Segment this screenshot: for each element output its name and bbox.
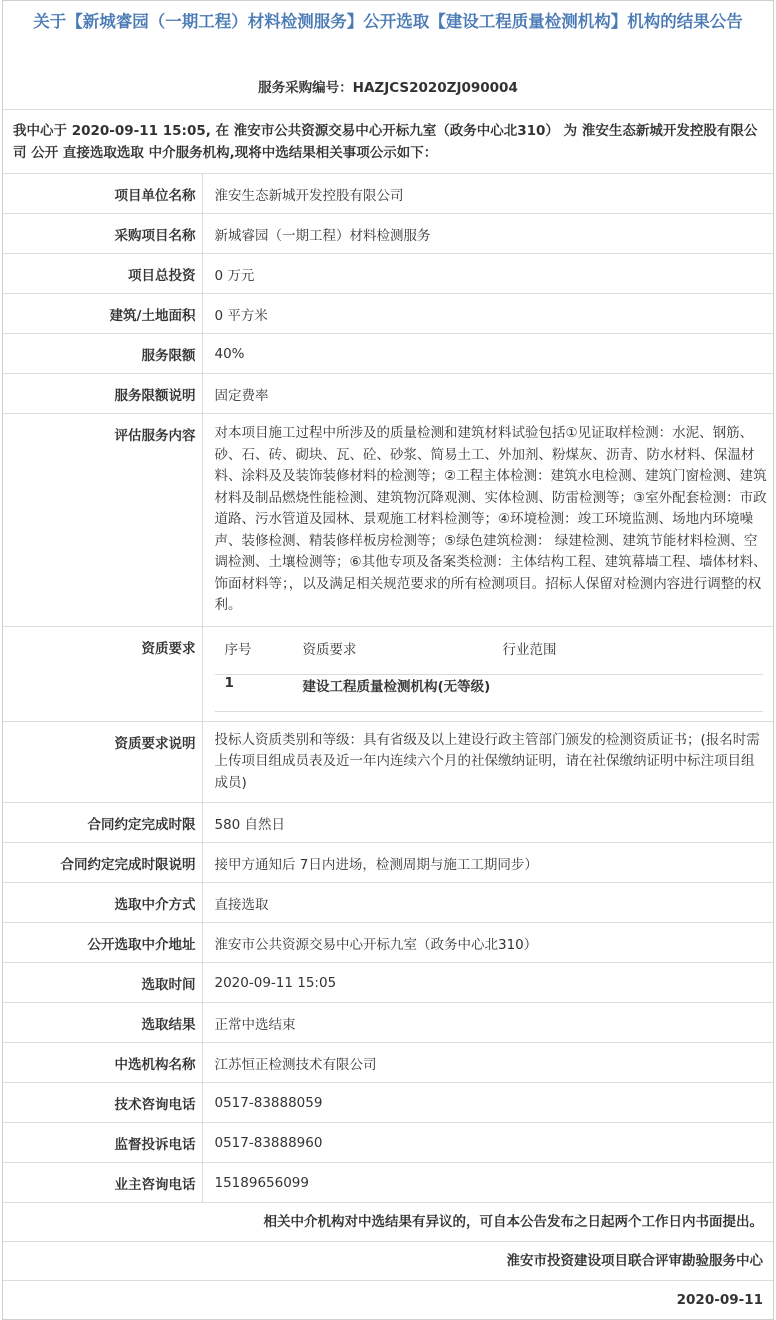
row-value: 40% [202,334,773,374]
table-row [3,883,773,923]
row-value: 江苏恒正检测技术有限公司 [202,1043,773,1083]
row-label: 选取中介方式 [3,883,202,923]
procurement-code-value: HAZJCS2020ZJ090004 [352,80,518,96]
row-value: 0517-83888960 [202,1123,773,1163]
table-row [3,374,773,414]
row-value: 0517-83888059 [202,1083,773,1123]
row-label: 评估服务内容 [3,414,202,627]
row-label: 采购项目名称 [3,214,202,254]
row-label: 业主咨询电话 [3,1163,202,1203]
qual-col-scope: 行业范围 [493,638,763,675]
table-row [3,414,773,627]
row-value: 固定费率 [202,374,773,414]
row-value: 15189656099 [202,1163,773,1203]
row-label: 中选机构名称 [3,1043,202,1083]
procurement-code-label: 服务采购编号： [258,80,353,96]
qualification-header-row [215,638,763,675]
qual-cell-scope [493,674,763,711]
row-label: 资质要求 [3,626,202,721]
row-label: 项目单位名称 [3,174,202,214]
qual-cell-requirement: 建设工程质量检测机构(无等级) [293,674,493,711]
row-label: 建筑/土地面积 [3,294,202,334]
table-row [3,174,773,214]
row-value: 接甲方通知后 7日内进场，检测周期与施工工期同步） [202,843,773,883]
qual-col-requirement: 资质要求 [293,638,493,675]
row-value: 0 平方米 [202,294,773,334]
row-label: 监督投诉电话 [3,1123,202,1163]
row-label: 合同约定完成时限说明 [3,843,202,883]
table-row [3,923,773,963]
row-label: 技术咨询电话 [3,1083,202,1123]
table-row [3,294,773,334]
row-value: 2020-09-11 15:05 [202,963,773,1003]
row-label: 公开选取中介地址 [3,923,202,963]
row-label: 服务限额 [3,334,202,374]
row-value: 新城睿园（一期工程）材料检测服务 [202,214,773,254]
table-row [3,963,773,1003]
issue-date: 2020-09-11 [676,1292,763,1308]
detail-table [3,174,773,1203]
table-row [3,1043,773,1083]
intro-paragraph: 我中心于 2020-09-11 15:05, 在 淮安市公共资源交易中心开标九室（政务中心北310） 为 淮安生态新城开发控股有限公司 公开 直接选取选取 中介服务机构,现将中选结果相关事项公示如下： [3,110,773,174]
row-value: 0 万元 [202,254,773,294]
row-label: 选取时间 [3,963,202,1003]
table-row [3,214,773,254]
table-row [3,721,773,803]
qualification-table [215,638,763,712]
qual-col-index: 序号 [215,638,293,675]
objection-notice: 相关中介机构对中选结果有异议的，可自本公告发布之日起两个工作日内书面提出。 [3,1203,773,1242]
table-row [3,626,773,721]
table-row [3,1083,773,1123]
row-label: 项目总投资 [3,254,202,294]
row-value: 淮安生态新城开发控股有限公司 [202,174,773,214]
issuer-name: 淮安市投资建设项目联合评审勘验服务中心 [3,1242,773,1281]
row-value: 580 自然日 [202,803,773,843]
row-value: 对本项目施工过程中所涉及的质量检测和建筑材料试验包括①见证取样检测：水泥、钢筋、砂、石、砖、砌块、瓦、砼、砂浆、简易土工、外加剂、粉煤灰、沥青、防水材料、保温材料、涂料及及装饰装修材料的检测等；②工程主体检测：建筑水电检测、建筑门窗检测、建筑材料及制品燃烧性能检测、建筑物沉降观测、实体检测、防雷检测等；③室外配套检测：市政道路、污水管道及园林、景观施工材料检测等；④环境检测：竣工环境监测、场地内环境噪声、装修检测、精装修样板房检测等；⑤绿色建筑检测： 绿建检测、建筑节能材料检测、空调检测、土壤检测等；⑥其他专项及备案类检测：主体结构工程、建筑幕墙工程、墙体材料、饰面材料等；，以及满足相关规范要求的所有检测项目。招标人保留对检测内容进行调整的权利。 [214,425,767,613]
row-value: 直接选取 [202,883,773,923]
row-label: 服务限额说明 [3,374,202,414]
table-row [3,254,773,294]
table-row [3,1163,773,1203]
row-label: 资质要求说明 [3,721,202,803]
qual-cell-index: 1 [215,674,293,711]
table-row [3,1123,773,1163]
table-row [3,803,773,843]
page-title: 关于【新城睿园（一期工程）材料检测服务】公开选取【建设工程质量检测机构】机构的结果公告 [33,12,743,31]
table-row [3,1003,773,1043]
qualification-row [215,674,763,711]
row-value: 投标人资质类别和等级：具有省级及以上建设行政主管部门颁发的检测资质证书；(报名时需上传项目组成员表及近一年内连续六个月的社保缴纳证明，请在社保缴纳证明中标注项目组成员) [214,731,760,791]
announcement-page [2,0,774,1320]
row-label: 合同约定完成时限 [3,803,202,843]
table-row [3,843,773,883]
row-value: 正常中选结束 [202,1003,773,1043]
row-label: 选取结果 [3,1003,202,1043]
procurement-code [3,67,773,110]
table-row [3,334,773,374]
row-value: 淮安市公共资源交易中心开标九室（政务中心北310） [202,923,773,963]
